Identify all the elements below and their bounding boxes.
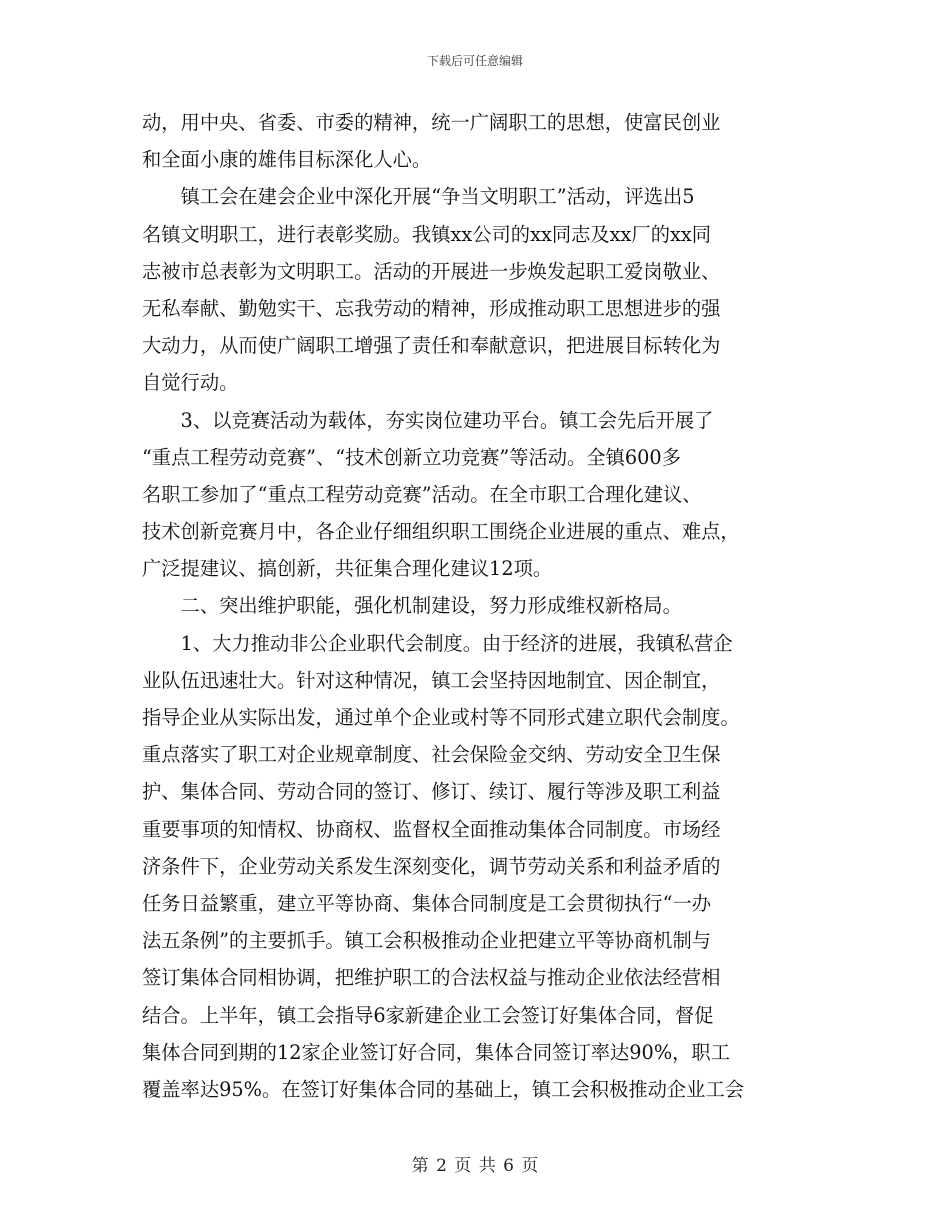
text-line: 镇工会在建会企业中深化开展“争当文明职工”活动，评选出5 [142,185,695,209]
text-line: 重点落实了职工对企业规章制度、社会保险金交纳、劳动安全卫生保 [142,743,721,767]
text-line: 覆盖率达95%。在签订好集体合同的基础上，镇工会积极推动企业工会 [142,1077,745,1101]
text-line: 志被市总表彰为文明职工。活动的开展进一步焕发起职工爱岗敬业、 [142,259,721,283]
text-line: 1、大力推动非公企业职代会制度。由于经济的进展，我镇私营企 [142,631,733,655]
text-line: 济条件下，企业劳动关系发生深刻变化，调节劳动关系和利益矛盾的 [142,854,721,878]
text-line: 无私奉献、勤勉实干、忘我劳动的精神，形成推动职工思想进步的强 [142,296,721,320]
section-heading: 二、突出维护职能，强化机制建设，努力形成维权新格局。 [142,594,682,618]
text-line: 集体合同到期的12家企业签订好合同，集体合同签订率达90%，职工 [142,1040,730,1064]
document-body [142,104,810,1108]
page-header-note: 下载后可任意编辑 [426,54,523,68]
text-line: 法五条例”的主要抓手。镇工会积极推动企业把建立平等协商机制与 [142,929,712,953]
text-line: 任务日益繁重，建立平等协商、集体合同制度是工会贯彻执行“一办 [142,891,712,915]
text-line: 广泛提建议、搞创新，共征集合理化建议12项。 [142,557,553,581]
text-line: 动，用中央、省委、市委的精神，统一广阔职工的思想，使富民创业 [142,111,721,134]
text-line: 大动力，从而使广阔职工增强了责任和奉献意识，把进展目标转化为 [142,334,721,358]
text-line: 签订集体合同相协调，把维护职工的合法权益与推动企业依法经营相 [142,966,721,990]
text-line: 技术创新竞赛月中，各企业仔细组织职工围绕企业进展的重点、难点， [142,520,740,544]
text-line: 指导企业从实际出发，通过单个企业或村等不同形式建立职代会制度。 [142,706,740,729]
text-line: “重点工程劳动竞赛”、“技术创新立功竞赛”等活动。全镇600多 [142,445,681,469]
text-line: 护、集体合同、劳动合同的签订、修订、续订、履行等涉及职工利益 [142,780,721,804]
text-line: 和全面小康的雄伟目标深化人心。 [142,148,432,172]
text-line: 名镇文明职工，进行表彰奖励。我镇xx公司的xx同志及xx厂的xx同 [142,222,712,246]
text-line: 重要事项的知情权、协商权、监督权全面推动集体合同制度。市场经 [142,817,721,841]
text-line: 业队伍迅速壮大。针对这种情况，镇工会坚持因地制宜、因企制宜， [142,668,721,692]
page-number: 第 2 页 共 6 页 [411,1156,539,1176]
text-line: 3、以竞赛活动为载体，夯实岗位建功平台。镇工会先后开展了 [142,408,714,432]
text-line: 自觉行动。 [142,371,239,395]
text-line: 名职工参加了“重点工程劳动竞赛”活动。在全市职工合理化建议、 [142,482,702,506]
text-line: 结合。上半年，镇工会指导6家新建企业工会签订好集体合同，督促 [142,1003,714,1027]
